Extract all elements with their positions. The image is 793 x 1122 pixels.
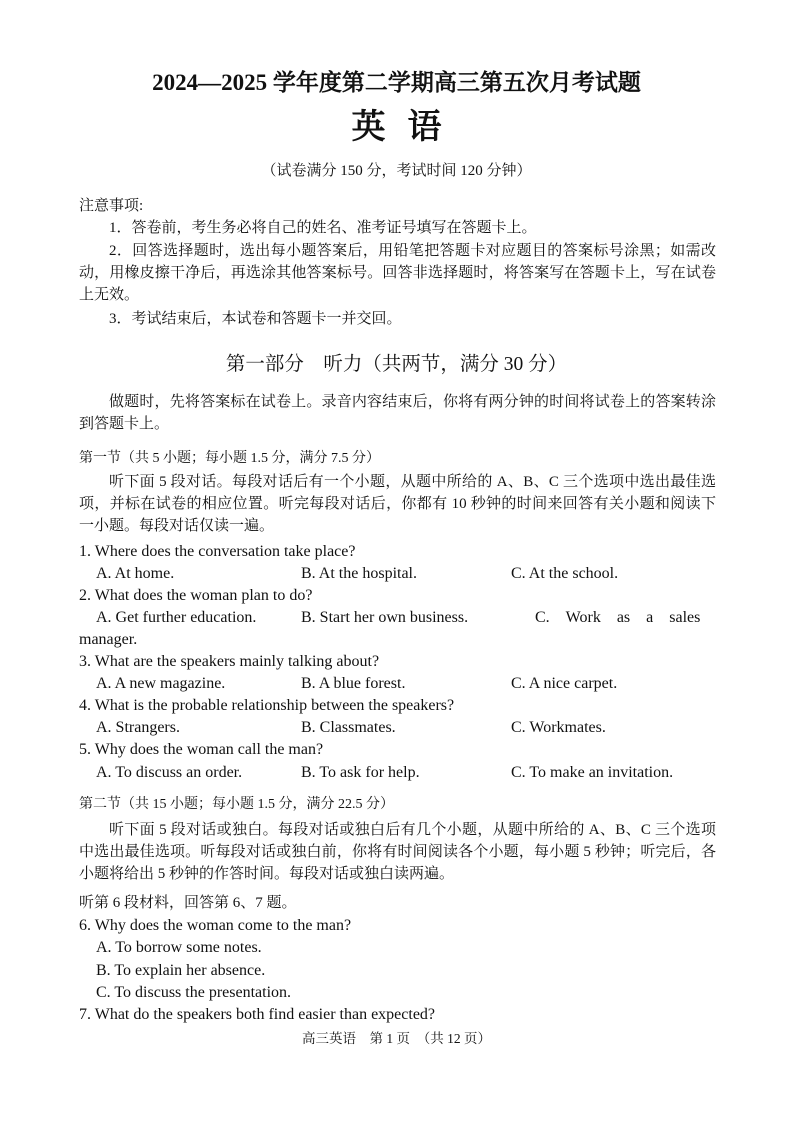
- material-6-heading: 听第 6 段材料，回答第 6、7 题。: [79, 895, 297, 911]
- q6-option-b: B. To explain her absence.: [96, 962, 266, 979]
- exam-title: 2024—2025 学年度第二学期高三第五次月考试题: [152, 70, 641, 95]
- q5-option-c: C. To make an invitation.: [511, 764, 674, 781]
- question-3: 3. What are the speakers mainly talking about?: [79, 653, 380, 670]
- question-7: 7. What do the speakers both find easier than expected?: [79, 1006, 436, 1023]
- question-4: 4. What is the probable relationship between the speakers?: [79, 697, 455, 714]
- q3-option-c: C. A nice carpet.: [511, 675, 618, 692]
- question-6: 6. Why does the woman come to the man?: [79, 917, 352, 934]
- section1-intro: 听下面 5 段对话。每段对话后有一个小题，从题中所给的 A、B、C 三个选项中选出最佳选项，并标在试卷的相应位置。听完每段对话后，你都有 10 秒钟的时间来回答有关小题和阅读下一小题。每段对话仅读一遍。: [79, 474, 716, 534]
- q1-option-b: B. At the hospital.: [301, 565, 417, 582]
- section2-heading: 第二节（共 15 小题；每小题 1.5 分，满分 22.5 分）: [79, 797, 394, 812]
- q3-option-a: A. A new magazine.: [96, 675, 226, 692]
- part1-intro: 做题时，先将答案标在试卷上。录音内容结束后，你将有两分钟的时间将试卷上的答案转涂到答题卡上。: [79, 394, 716, 432]
- exam-meta: （试卷满分 150 分，考试时间 120 分钟）: [261, 163, 532, 179]
- section1-heading: 第一节（共 5 小题；每小题 1.5 分，满分 7.5 分）: [79, 451, 380, 466]
- notice-item-3: 3．考试结束后，本试卷和答题卡一并交回。: [109, 311, 402, 327]
- q1-option-c: C. At the school.: [511, 565, 619, 582]
- notice-heading: 注意事项:: [79, 198, 144, 214]
- q4-option-c: C. Workmates.: [511, 719, 606, 736]
- question-2: 2. What does the woman plan to do?: [79, 587, 313, 604]
- q6-option-a: A. To borrow some notes.: [96, 939, 262, 956]
- q1-option-a: A. At home.: [96, 565, 175, 582]
- q2-option-a: A. Get further education.: [96, 609, 257, 626]
- q2-option-c-continued: manager.: [79, 631, 138, 648]
- q6-option-c: C. To discuss the presentation.: [96, 984, 292, 1001]
- q2-option-c: C. Work as a sales: [535, 609, 701, 626]
- section2-intro: 听下面 5 段对话或独白。每段对话或独白后有几个小题，从题中所给的 A、B、C 三个选项中选出最佳选项。听每段对话或独白前，你将有时间阅读各个小题，每小题 5 秒钟；听完后，各小题将给出 5 秒钟的作答时间。每段对话或独白读两遍。: [79, 822, 716, 882]
- q5-option-a: A. To discuss an order.: [96, 764, 243, 781]
- question-1: 1. Where does the conversation take place?: [79, 543, 356, 560]
- question-5: 5. Why does the woman call the man?: [79, 741, 324, 758]
- q3-option-b: B. A blue forest.: [301, 675, 406, 692]
- page-footer: 高三英语 第 1 页 （共 12 页）: [302, 1031, 491, 1046]
- q5-option-b: B. To ask for help.: [301, 764, 420, 781]
- q2-option-b: B. Start her own business.: [301, 609, 469, 626]
- q4-option-a: A. Strangers.: [96, 719, 180, 736]
- q4-option-b: B. Classmates.: [301, 719, 396, 736]
- subject-title: 英语: [351, 109, 464, 146]
- part1-title: 第一部分 听力（共两节，满分 30 分）: [225, 354, 568, 375]
- notice-item-1: 1．答卷前，考生务必将自己的姓名、准考证号填写在答题卡上。: [109, 220, 537, 236]
- notice-item-2: 2．回答选择题时，选出每小题答案后，用铅笔把答题卡对应题目的答案标号涂黑；如需改动，用橡皮擦干净后，再选涂其他答案标号。回答非选择题时，将答案写在答题卡上，写在试卷上无效。: [79, 243, 716, 303]
